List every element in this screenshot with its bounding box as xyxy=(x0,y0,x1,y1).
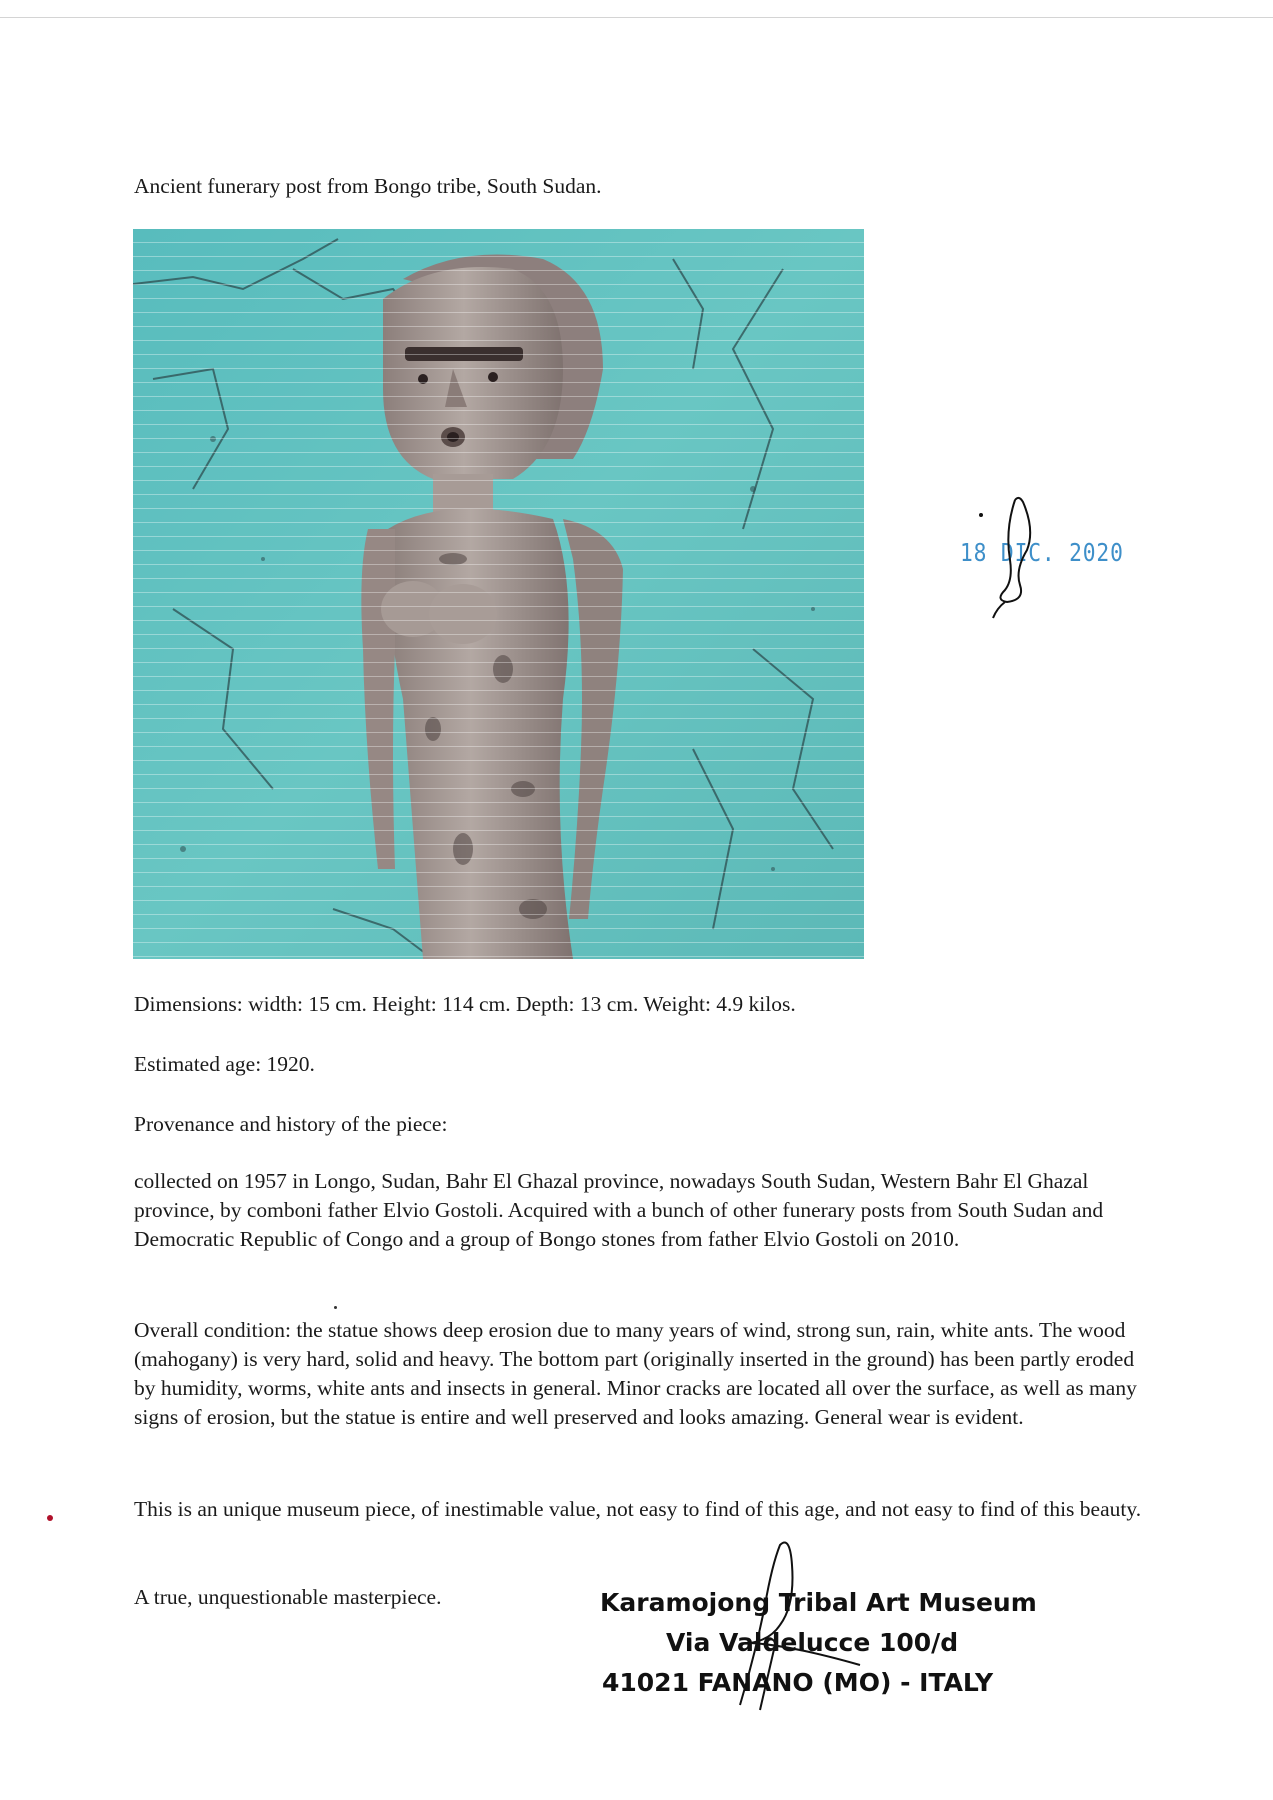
date-signature xyxy=(975,490,1055,620)
museum-signature xyxy=(680,1535,880,1715)
museum-street: Via Valdelucce 100/d xyxy=(666,1628,959,1657)
masterpiece-text: A true, unquestionable masterpiece. xyxy=(134,1585,442,1609)
museum-city: 41021 FANANO (MO) - ITALY xyxy=(602,1668,994,1697)
provenance-heading: Provenance and history of the piece: xyxy=(134,1112,448,1136)
dimensions-text: Dimensions: width: 15 cm. Height: 114 cm. Depth: 13 cm. Weight: 4.9 kilos. xyxy=(134,992,796,1016)
condition-text: Overall condition: the statue shows deep erosion due to many years of wind, strong sun, rain, white ants. The wood (mahogany) is very hard, solid and heavy. The bottom part (originally inserted in the ground) has been partly eroded by humidity, worms, white ants and insects in general. Minor cracks are located all over the surface, as well as many signs of erosion, but the statue is entire and well preserved and looks amazing. General wear is evident. xyxy=(134,1318,1137,1429)
date-stamp: 18 DIC. 2020 xyxy=(960,538,1124,567)
scan-speck-red xyxy=(47,1515,53,1521)
document-title: Ancient funerary post from Bongo tribe, South Sudan. xyxy=(134,174,602,198)
scan-top-edge xyxy=(0,17,1273,18)
statue-photo xyxy=(133,229,864,959)
estimated-age-text: Estimated age: 1920. xyxy=(134,1052,315,1076)
scan-speck xyxy=(334,1306,337,1309)
provenance-text: collected on 1957 in Longo, Sudan, Bahr El Ghazal province, nowadays South Sudan, Western Bahr El Ghazal province, by comboni father Elvio Gostoli. Acquired with a bunch of other funerary posts from South Sudan and Democratic Republic of Congo and a group of Bongo stones from father Elvio Gostoli on 2010. xyxy=(134,1169,1104,1251)
unique-piece-text: This is an unique museum piece, of inestimable value, not easy to find of this age, and not easy to find of this beauty. xyxy=(134,1497,1142,1521)
museum-name: Karamojong Tribal Art Museum xyxy=(600,1588,1037,1617)
